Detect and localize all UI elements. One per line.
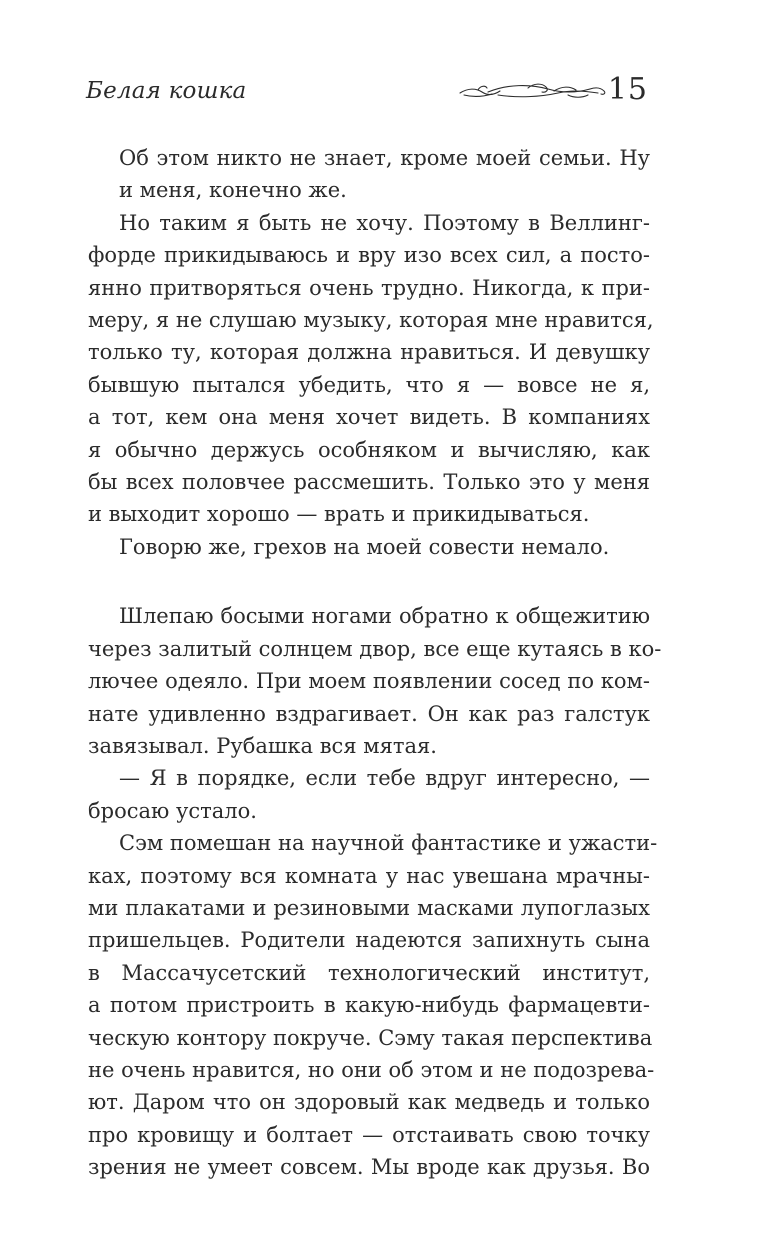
text-line: — Я в порядке, если тебе вдруг интересно, — bbox=[119, 766, 650, 791]
text-line: и меня, конечно же. bbox=[119, 178, 347, 203]
paragraph bbox=[88, 827, 658, 1183]
text-line: только ту, которая должна нравиться. И девушку bbox=[88, 340, 650, 365]
paragraph bbox=[88, 531, 650, 563]
flourish-ornament-icon bbox=[458, 80, 608, 102]
section-break bbox=[88, 563, 650, 600]
running-header bbox=[86, 72, 652, 112]
text-line: Сэм помешан на научной фантастике и ужасти- bbox=[119, 831, 658, 856]
text-line: Говорю же, грехов на моей совести немало. bbox=[119, 534, 610, 559]
body-text bbox=[88, 142, 662, 1184]
text-line: я обычно держусь особняком и вычисляю, как bbox=[88, 437, 650, 462]
text-line: бросаю устало. bbox=[88, 798, 257, 823]
text-line: пришельцев. Родители надеются запихнуть сына bbox=[88, 928, 650, 953]
paragraph bbox=[88, 207, 654, 531]
text-line: нате удивленно вздрагивает. Он как раз галстук bbox=[88, 701, 650, 726]
paragraph bbox=[88, 762, 650, 827]
text-line: форде прикидываюсь и вру изо всех сил, а посто- bbox=[88, 243, 650, 268]
book-title: Белая кошка bbox=[86, 78, 247, 104]
text-line: про кровищу и болтает — отстаивать свою точку bbox=[88, 1122, 650, 1147]
text-line: а потом пристроить в какую-нибудь фармацевти- bbox=[88, 993, 650, 1018]
text-line: меру, я не слушаю музыку, которая мне нравится, bbox=[88, 308, 654, 333]
text-line: через залитый солнцем двор, все еще кутаясь в ко- bbox=[88, 636, 662, 661]
paragraph bbox=[88, 142, 650, 207]
text-line: ках, поэтому вся комната у нас увешана мрачны- bbox=[88, 863, 650, 888]
text-line: ют. Даром что он здоровый как медведь и только bbox=[88, 1090, 650, 1115]
text-line: а тот, кем она меня хочет видеть. В компаниях bbox=[88, 405, 650, 430]
text-line: ческую контору покруче. Сэму такая перспектива bbox=[88, 1025, 653, 1050]
text-line: Шлепаю босыми ногами обратно к общежитию bbox=[119, 604, 650, 629]
text-line: Но таким я быть не хочу. Поэтому в Веллинг- bbox=[119, 210, 650, 235]
text-line: в Массачусетский технологический институт, bbox=[88, 960, 650, 985]
text-line: завязывал. Рубашка вся мятая. bbox=[88, 733, 437, 758]
text-line: и выходит хорошо — врать и прикидываться. bbox=[88, 502, 590, 527]
text-line: зрения не умеет совсем. Мы вроде как друзья. Во bbox=[88, 1155, 650, 1180]
text-line: не очень нравится, но они об этом и не подозрева- bbox=[88, 1057, 655, 1082]
text-line: бывшую пытался убедить, что я — вовсе не я, bbox=[88, 372, 650, 397]
text-line: Об этом никто не знает, кроме моей семьи. Ну bbox=[119, 146, 650, 170]
paragraph bbox=[88, 600, 662, 762]
text-line: лючее одеяло. При моем появлении сосед по ком- bbox=[88, 669, 650, 694]
page-number: 15 bbox=[607, 72, 648, 107]
text-line: бы всех половчее рассмешить. Только это у меня bbox=[88, 470, 650, 495]
text-line: янно притворяться очень трудно. Никогда, к при- bbox=[88, 275, 650, 300]
text-line: ми плакатами и резиновыми масками лупоглазых bbox=[88, 895, 650, 920]
